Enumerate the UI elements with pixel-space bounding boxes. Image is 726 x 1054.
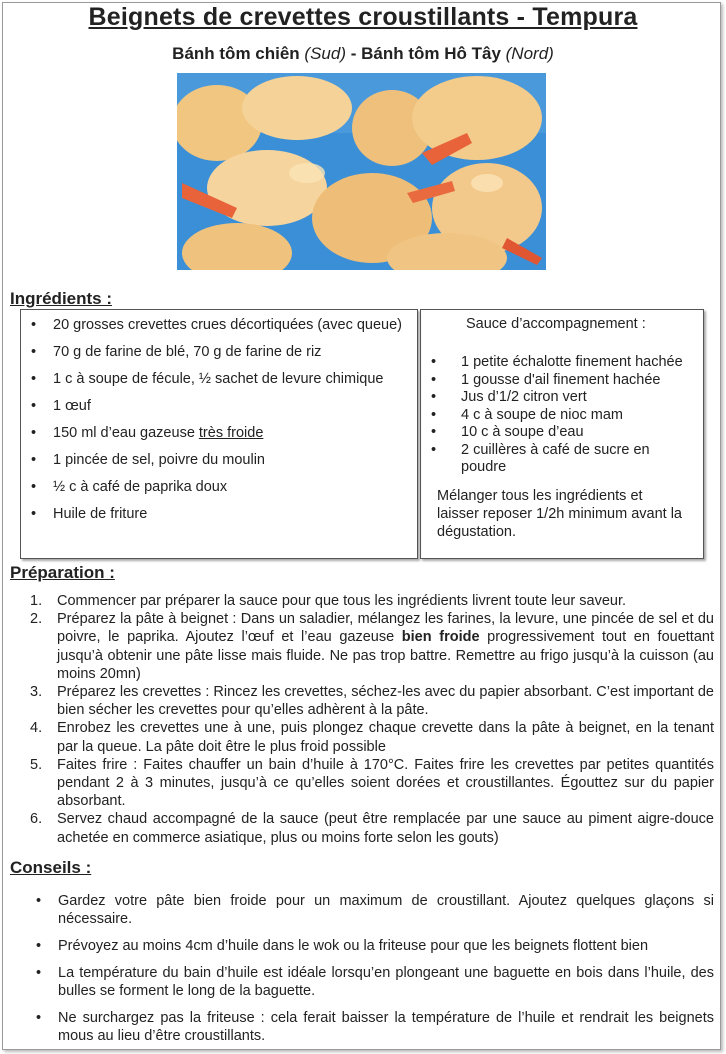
step-emphasis: bien froide — [401, 629, 480, 646]
sauce-item: • 10 c à soupe d’eau — [421, 424, 683, 442]
ingredient-item: • Huile de friture — [21, 505, 417, 523]
ingredient-item: • ½ c à café de paprika doux — [21, 478, 417, 496]
ingredient-item: • 70 g de farine de blé, 70 g de farine de riz — [21, 343, 417, 361]
sauce-item: • 1 gousse d'ail finement hachée — [421, 372, 683, 390]
sauce-title: Sauce d’accompagnement : — [466, 316, 646, 332]
south-region: (Sud) — [304, 44, 346, 63]
ingredients-list — [21, 310, 417, 523]
ingredient-text: 150 ml d’eau gazeuse — [53, 425, 199, 441]
step-number: 6. — [30, 811, 43, 828]
step-number: 2. — [30, 611, 43, 628]
recipe-subtitle — [0, 44, 726, 64]
preparation-step — [30, 719, 714, 755]
sauce-list — [421, 354, 703, 477]
ingredient-item: • 1 c à soupe de fécule, ½ sachet de levure chimique — [21, 370, 417, 388]
sauce-item: • 2 cuillères à café de sucre en poudre — [421, 442, 683, 477]
ingredient-item: • 20 grosses crevettes crues décortiquées (avec queue) — [21, 316, 417, 334]
preparation-step — [30, 756, 714, 811]
ingredient-emphasis: très froide — [198, 425, 264, 441]
ingredient-item — [21, 424, 417, 442]
preparation-step — [30, 683, 714, 719]
recipe-title: Beignets de crevettes croustillants - Tempura — [88, 3, 638, 31]
step-text: Préparez les crevettes : Rincez les crevettes, séchez-les avec du papier absorbant. C’est important de bien sécher les crevettes pour qu’elles adhèrent à la pâte. — [57, 684, 714, 719]
step-number: 4. — [30, 720, 43, 737]
step-text: Servez chaud accompagné de la sauce (peut être remplacée par une sauce au piment aigre-douce achetée en commerce asiatique, plus ou moins forte selon les gouts) — [57, 811, 714, 846]
preparation-step — [30, 810, 714, 846]
sauce-box — [420, 309, 704, 559]
preparation-steps — [30, 592, 714, 847]
tip-item: • Gardez votre pâte bien froide pour un maximum de croustillant. Ajoutez quelques glaçons si nécessaire. — [30, 892, 714, 928]
preparation-heading: Préparation : — [10, 563, 115, 582]
step-text: Commencer par préparer la sauce pour que tous les ingrédients livrent toute leur saveur. — [57, 593, 627, 609]
tips-list — [30, 892, 714, 1054]
sauce-note: Mélanger tous les ingrédients et laisser reposer 1/2h minimum avant la dégustation. — [437, 487, 682, 540]
sauce-item: • 4 c à soupe de nioc mam — [421, 407, 683, 425]
south-name: Bánh tôm chiên — [172, 44, 300, 63]
step-number: 3. — [30, 684, 43, 701]
subtitle-separator: - — [346, 44, 362, 63]
north-name: Bánh tôm Hô Tây — [361, 44, 501, 63]
step-text: Préparez la pâte à beignet : Dans un saladier, mélangez les farines, la levure, une pincée de sel et du poivre, le paprika. Ajoutez l’œuf et l’eau gazeuse — [57, 611, 714, 646]
preparation-step — [30, 610, 714, 683]
ingredients-heading: Ingrédients : — [10, 289, 113, 308]
sauce-item: • 1 petite échalotte finement hachée — [421, 354, 683, 372]
ingredient-item: • 1 œuf — [21, 397, 417, 415]
tips-heading: Conseils : — [10, 858, 92, 877]
ingredient-item: • 1 pincée de sel, poivre du moulin — [21, 451, 417, 469]
north-region: (Nord) — [505, 44, 554, 63]
sauce-item: • Jus d’1/2 citron vert — [421, 389, 683, 407]
step-text: Enrobez les crevettes une à une, puis plongez chaque crevette dans la pâte à beignet, en la tenant par la queue. La pâte doit être le plus froid possible — [57, 720, 714, 755]
tip-item: • Ne surchargez pas la friteuse : cela ferait baisser la température de l’huile et rendrait les beignets mous au lieu d’être croustillants. — [30, 1009, 714, 1045]
preparation-step — [30, 592, 714, 610]
tip-item: • La température du bain d’huile est idéale lorsqu’en plongeant une baguette en bois dans l’huile, des bulles se forment le long de la baguette. — [30, 964, 714, 1000]
ingredients-box — [20, 309, 418, 559]
step-text: Faites frire : Faites chauffer un bain d’huile à 170°C. Faites frire les crevettes par petites quantités pendant 2 à 3 minutes, jusqu’à ce qu’elles soient dorées et croustillantes. Égouttez sur du papier absorbant. — [57, 756, 714, 810]
step-text: progressivement tout en fouettant jusqu’à obtenir une pâte lisse mais fluide. Ne pas trop battre. Remettre au frigo jusqu’à la cuisson (au moins 20mn) — [57, 629, 714, 682]
fried-shrimp-photo — [177, 73, 546, 270]
step-number: 1. — [30, 593, 43, 609]
tip-item: • Prévoyez au moins 4cm d’huile dans le wok ou la friteuse pour que les beignets flottent bien — [30, 937, 714, 955]
step-number: 5. — [30, 756, 43, 773]
